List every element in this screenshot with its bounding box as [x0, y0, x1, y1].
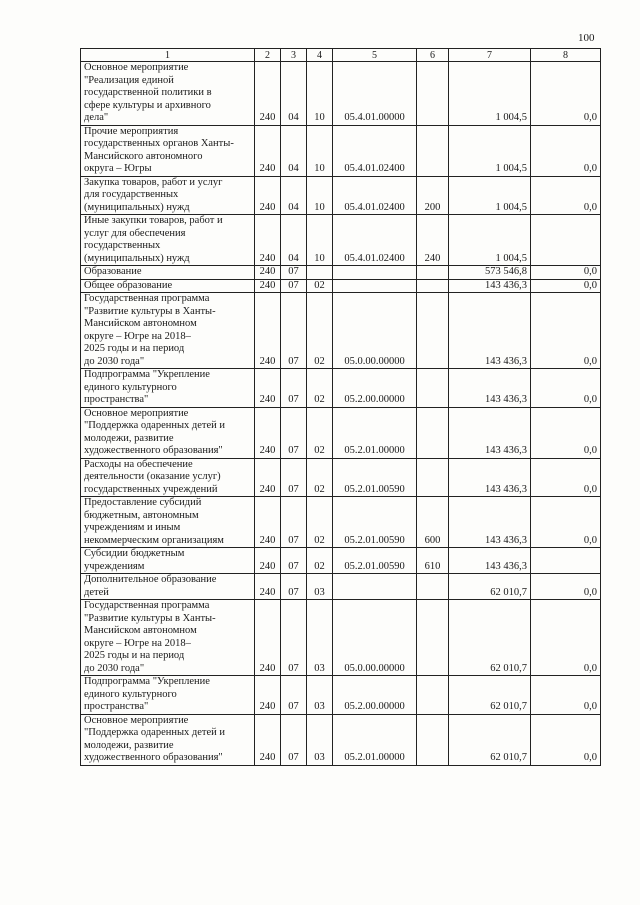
amount-cell: 143 436,3: [449, 497, 531, 548]
item-name-line: Подпрограмма "Укрепление: [84, 676, 210, 687]
item-name-line: Мансийском автономном: [84, 625, 197, 636]
item-name-line: Государственная программа: [84, 600, 210, 611]
item-name-cell: [81, 574, 255, 600]
budget-table: [80, 48, 601, 766]
header-cell: 1: [81, 49, 255, 62]
target-article-cell: 05.2.01.00000: [333, 714, 417, 765]
item-name-line: (муниципальных) нужд: [84, 201, 190, 213]
amount-2-cell: [531, 215, 601, 266]
item-name-line: Иные закупки товаров, работ и: [84, 215, 223, 226]
section-code-cell: 04: [281, 62, 307, 126]
subsection-code-cell: 03: [307, 574, 333, 600]
amount-2-cell: 0,0: [531, 458, 601, 497]
item-name-line: государственных: [84, 240, 161, 251]
department-code-cell: 240: [255, 215, 281, 266]
department-code-cell: 240: [255, 62, 281, 126]
department-code-cell: 240: [255, 407, 281, 458]
amount-2-cell: 0,0: [531, 293, 601, 369]
expense-type-cell: 600: [417, 497, 449, 548]
expense-type-cell: [417, 714, 449, 765]
target-article-cell: 05.2.01.00000: [333, 407, 417, 458]
page-number: 100: [578, 32, 595, 44]
table-row: [81, 369, 601, 408]
amount-cell: 143 436,3: [449, 279, 531, 293]
amount-2-cell: 0,0: [531, 125, 601, 176]
item-name-cell: [81, 407, 255, 458]
expense-type-cell: [417, 600, 449, 676]
table-row: [81, 279, 601, 293]
item-name-cell: [81, 176, 255, 215]
amount-cell: 143 436,3: [449, 293, 531, 369]
item-name-line: Субсидии бюджетным: [84, 548, 185, 559]
amount-2-cell: 0,0: [531, 407, 601, 458]
target-article-cell: [333, 266, 417, 280]
header-cell: 4: [307, 49, 333, 62]
item-name-cell: [81, 215, 255, 266]
table-row: [81, 125, 601, 176]
item-name-line: государственных учреждений: [84, 483, 218, 495]
item-name-cell: [81, 458, 255, 497]
subsection-code-cell: [307, 266, 333, 280]
amount-cell: 143 436,3: [449, 548, 531, 574]
amount-cell: 62 010,7: [449, 600, 531, 676]
amount-2-cell: 0,0: [531, 369, 601, 408]
section-code-cell: 07: [281, 676, 307, 715]
item-name-line: единого культурного: [84, 381, 177, 393]
table-row: [81, 266, 601, 280]
item-name-line: 2025 годы и на период: [84, 343, 185, 354]
expense-type-cell: 240: [417, 215, 449, 266]
header-cell: 6: [417, 49, 449, 62]
item-name-line: Образование: [84, 266, 142, 277]
expense-type-cell: [417, 125, 449, 176]
table-row: [81, 458, 601, 497]
expense-type-cell: [417, 266, 449, 280]
target-article-cell: 05.0.00.00000: [333, 600, 417, 676]
expense-type-cell: [417, 458, 449, 497]
section-code-cell: 04: [281, 125, 307, 176]
target-article-cell: 05.2.01.00590: [333, 497, 417, 548]
item-name-line: художественного образования": [84, 445, 223, 456]
item-name-line: Предоставление субсидий: [84, 497, 202, 508]
item-name-line: деятельности (оказание услуг): [84, 471, 221, 482]
subsection-code-cell: 02: [307, 407, 333, 458]
section-code-cell: 07: [281, 600, 307, 676]
section-code-cell: 07: [281, 369, 307, 408]
item-name-line: некоммерческим организациям: [84, 534, 224, 546]
subsection-code-cell: 02: [307, 548, 333, 574]
item-name-line: Мансийского автономного: [84, 150, 203, 162]
item-name-line: сфере культуры и архивного: [84, 99, 211, 111]
item-name-line: Расходы на обеспечение: [84, 458, 193, 470]
amount-cell: 143 436,3: [449, 458, 531, 497]
target-article-cell: 05.4.01.00000: [333, 62, 417, 126]
target-article-cell: 05.4.01.02400: [333, 176, 417, 215]
expense-type-cell: [417, 279, 449, 293]
item-name-line: Общее образование: [84, 279, 173, 291]
table-row: [81, 497, 601, 548]
department-code-cell: 240: [255, 600, 281, 676]
header-cell: 7: [449, 49, 531, 62]
department-code-cell: 240: [255, 548, 281, 574]
amount-2-cell: [531, 548, 601, 574]
section-code-cell: 07: [281, 458, 307, 497]
subsection-code-cell: 02: [307, 279, 333, 293]
amount-2-cell: 0,0: [531, 497, 601, 548]
table-row: [81, 176, 601, 215]
item-name-line: (муниципальных) нужд: [84, 252, 190, 264]
subsection-code-cell: 02: [307, 369, 333, 408]
item-name-cell: [81, 279, 255, 293]
amount-cell: 62 010,7: [449, 574, 531, 600]
amount-2-cell: 0,0: [531, 714, 601, 765]
department-code-cell: 240: [255, 458, 281, 497]
amount-2-cell: 0,0: [531, 279, 601, 293]
table-row: [81, 714, 601, 765]
item-name-line: до 2030 года": [84, 355, 145, 367]
item-name-line: округе – Югре на 2018–: [84, 637, 191, 649]
item-name-line: Основное мероприятие: [84, 62, 189, 73]
item-name-line: "Развитие культуры в Ханты-: [84, 305, 216, 317]
item-name-line: молодежи, развитие: [84, 739, 174, 751]
target-article-cell: 05.2.00.00000: [333, 369, 417, 408]
expense-type-cell: [417, 293, 449, 369]
item-name-line: Подпрограмма "Укрепление: [84, 369, 210, 380]
subsection-code-cell: 03: [307, 676, 333, 715]
item-name-line: "Поддержка одаренных детей и: [84, 727, 226, 738]
department-code-cell: 240: [255, 266, 281, 280]
item-name-line: художественного образования": [84, 752, 223, 763]
expense-type-cell: 200: [417, 176, 449, 215]
table-row: [81, 548, 601, 574]
subsection-code-cell: 10: [307, 176, 333, 215]
section-code-cell: 04: [281, 176, 307, 215]
item-name-cell: [81, 369, 255, 408]
section-code-cell: 07: [281, 279, 307, 293]
amount-cell: 1 004,5: [449, 62, 531, 126]
item-name-cell: [81, 62, 255, 126]
item-name-line: услуг для обеспечения: [84, 227, 186, 239]
department-code-cell: 240: [255, 125, 281, 176]
target-article-cell: 05.2.01.00590: [333, 458, 417, 497]
section-code-cell: 07: [281, 548, 307, 574]
item-name-line: 2025 годы и на период: [84, 650, 185, 661]
table-row: [81, 600, 601, 676]
item-name-line: пространства": [84, 394, 149, 405]
subsection-code-cell: 02: [307, 458, 333, 497]
amount-2-cell: 0,0: [531, 176, 601, 215]
target-article-cell: 05.4.01.02400: [333, 125, 417, 176]
table-row: [81, 293, 601, 369]
amount-cell: 143 436,3: [449, 407, 531, 458]
item-name-cell: [81, 548, 255, 574]
subsection-code-cell: 02: [307, 497, 333, 548]
header-cell: 5: [333, 49, 417, 62]
expense-type-cell: [417, 62, 449, 126]
item-name-cell: [81, 497, 255, 548]
item-name-line: молодежи, развитие: [84, 432, 174, 444]
amount-2-cell: 0,0: [531, 266, 601, 280]
item-name-line: для государственных: [84, 189, 179, 200]
target-article-cell: 05.4.01.02400: [333, 215, 417, 266]
item-name-line: учреждениям и иным: [84, 522, 181, 533]
table-row: [81, 676, 601, 715]
section-code-cell: 07: [281, 407, 307, 458]
expense-type-cell: [417, 407, 449, 458]
header-row: [81, 49, 601, 62]
expense-type-cell: [417, 574, 449, 600]
table-row: [81, 62, 601, 126]
department-code-cell: 240: [255, 676, 281, 715]
section-code-cell: 07: [281, 574, 307, 600]
item-name-line: пространства": [84, 701, 149, 712]
item-name-cell: [81, 714, 255, 765]
amount-cell: 143 436,3: [449, 369, 531, 408]
item-name-line: единого культурного: [84, 688, 177, 700]
department-code-cell: 240: [255, 497, 281, 548]
target-article-cell: [333, 574, 417, 600]
item-name-line: государственной политики в: [84, 87, 212, 98]
target-article-cell: 05.2.01.00590: [333, 548, 417, 574]
item-name-cell: [81, 125, 255, 176]
amount-2-cell: 0,0: [531, 676, 601, 715]
amount-cell: 62 010,7: [449, 714, 531, 765]
header-cell: 2: [255, 49, 281, 62]
item-name-cell: [81, 293, 255, 369]
target-article-cell: 05.0.00.00000: [333, 293, 417, 369]
amount-cell: 62 010,7: [449, 676, 531, 715]
amount-2-cell: 0,0: [531, 62, 601, 126]
item-name-line: "Развитие культуры в Ханты-: [84, 612, 216, 624]
amount-2-cell: 0,0: [531, 600, 601, 676]
amount-2-cell: 0,0: [531, 574, 601, 600]
item-name-line: учреждениям: [84, 560, 145, 572]
amount-cell: 1 004,5: [449, 176, 531, 215]
section-code-cell: 07: [281, 714, 307, 765]
item-name-line: до 2030 года": [84, 662, 145, 674]
target-article-cell: [333, 279, 417, 293]
item-name-line: округе – Югре на 2018–: [84, 330, 191, 342]
department-code-cell: 240: [255, 574, 281, 600]
item-name-line: дела": [84, 112, 109, 123]
expense-type-cell: [417, 369, 449, 408]
item-name-line: Мансийском автономном: [84, 318, 197, 329]
subsection-code-cell: 03: [307, 600, 333, 676]
item-name-line: бюджетным, автономным: [84, 509, 199, 521]
department-code-cell: 240: [255, 714, 281, 765]
target-article-cell: 05.2.00.00000: [333, 676, 417, 715]
table-row: [81, 574, 601, 600]
item-name-line: "Реализация единой: [84, 74, 174, 86]
item-name-cell: [81, 600, 255, 676]
amount-cell: 1 004,5: [449, 125, 531, 176]
subsection-code-cell: 10: [307, 62, 333, 126]
section-code-cell: 04: [281, 215, 307, 266]
table-row: [81, 215, 601, 266]
section-code-cell: 07: [281, 293, 307, 369]
header-cell: 8: [531, 49, 601, 62]
department-code-cell: 240: [255, 293, 281, 369]
header-cell: 3: [281, 49, 307, 62]
item-name-line: Государственная программа: [84, 293, 210, 304]
subsection-code-cell: 10: [307, 125, 333, 176]
item-name-line: Прочие мероприятия: [84, 125, 179, 137]
subsection-code-cell: 03: [307, 714, 333, 765]
department-code-cell: 240: [255, 369, 281, 408]
department-code-cell: 240: [255, 279, 281, 293]
table-row: [81, 407, 601, 458]
item-name-line: Закупка товаров, работ и услуг: [84, 176, 223, 188]
item-name-cell: [81, 676, 255, 715]
amount-cell: 573 546,8: [449, 266, 531, 280]
item-name-line: Основное мероприятие: [84, 714, 189, 726]
item-name-line: государственных органов Ханты-: [84, 138, 234, 149]
section-code-cell: 07: [281, 497, 307, 548]
expense-type-cell: [417, 676, 449, 715]
item-name-line: "Поддержка одаренных детей и: [84, 420, 226, 431]
subsection-code-cell: 02: [307, 293, 333, 369]
expense-type-cell: 610: [417, 548, 449, 574]
section-code-cell: 07: [281, 266, 307, 280]
item-name-cell: [81, 266, 255, 280]
item-name-line: Дополнительное образование: [84, 574, 217, 585]
item-name-line: Основное мероприятие: [84, 407, 189, 419]
amount-cell: 1 004,5: [449, 215, 531, 266]
department-code-cell: 240: [255, 176, 281, 215]
item-name-line: детей: [84, 586, 109, 598]
subsection-code-cell: 10: [307, 215, 333, 266]
item-name-line: округа – Югры: [84, 163, 152, 174]
